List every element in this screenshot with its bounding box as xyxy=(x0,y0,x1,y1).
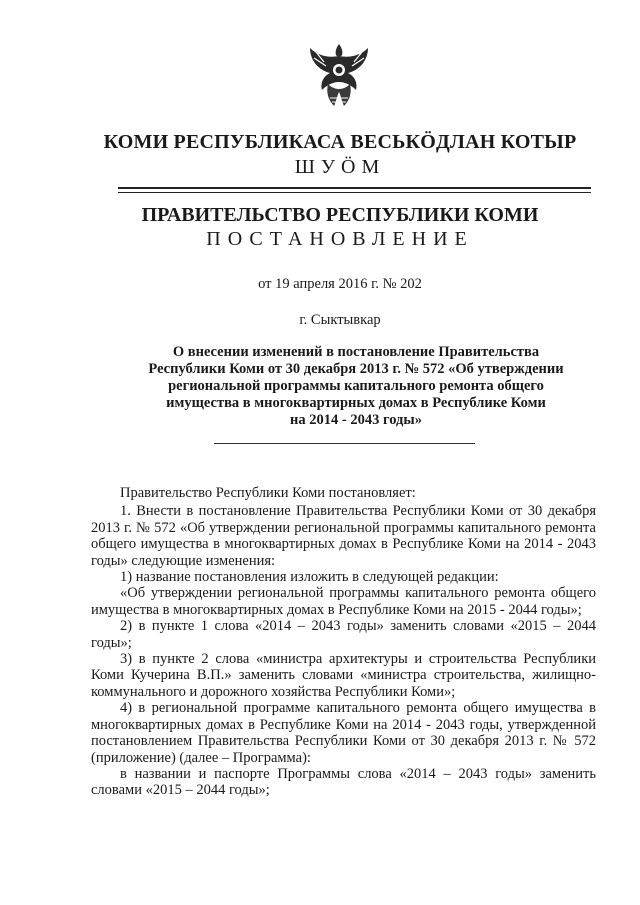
header-divider-thin xyxy=(118,192,591,193)
document-type: ПОСТАНОВЛЕНИЕ xyxy=(206,228,474,250)
body-paragraph: 1. Внести в постановление Правительства Республики Коми от 30 декабря 2013 г. № 572 «Об утверждении региональной программы капитального ремонта общего имущества в многоквартирных домах в Республике Коми на 2014 - 2043 годы» следующие изменения: xyxy=(91,503,596,569)
body-paragraph: в названии и паспорте Программы слова «2014 – 2043 годы» заменить словами «2015 – 2044 годы»; xyxy=(91,765,596,799)
document-subject xyxy=(130,344,582,429)
komi-coat-of-arms-emblem xyxy=(304,40,374,112)
body-paragraph: 1) название постановления изложить в следующей редакции: xyxy=(120,569,499,586)
document-city: г. Сыктывкар xyxy=(299,312,381,328)
body-paragraph: 2) в пункте 1 слова «2014 – 2043 годы» заменить словами «2015 – 2044 годы»; xyxy=(91,618,596,651)
komi-language-subtitle: ШУӦМ xyxy=(294,156,386,178)
subject-line: региональной программы капитального ремонта общего xyxy=(168,378,544,394)
subject-line: имущества в многоквартирных домах в Республике Коми xyxy=(166,395,546,411)
document-date-number: от 19 апреля 2016 г. № 202 xyxy=(258,276,422,292)
subject-line: на 2014 - 2043 годы» xyxy=(290,412,422,428)
subject-line: Республики Коми от 30 декабря 2013 г. № 572 «Об утверждении xyxy=(148,361,564,377)
komi-language-title: КОМИ РЕСПУБЛИКАСА ВЕСЬКӦДЛАН КОТЫР xyxy=(103,131,577,153)
document-body xyxy=(91,485,596,799)
subject-underline xyxy=(214,443,475,444)
subject-line: О внесении изменений в постановление Правительства xyxy=(172,344,540,360)
government-title: ПРАВИТЕЛЬСТВО РЕСПУБЛИКИ КОМИ xyxy=(141,204,539,226)
header-divider-thick xyxy=(118,187,591,189)
body-intro: Правительство Республики Коми постановляет: xyxy=(120,485,416,501)
body-paragraph: 4) в региональной программе капитального ремонта общего имущества в многоквартирных домах в Республике Коми на 2014 - 2043 годы, утвержденной постановлением Правительства Республики Коми от 30 декабря 2013 г. № 572 (приложение) (далее – Программа): xyxy=(91,700,596,766)
body-paragraph: «Об утверждении региональной программы капитального ремонта общего имущества в многоквартирных домах в Республике Коми на 2015 - 2044 годы»; xyxy=(91,585,596,618)
body-paragraph: 3) в пункте 2 слова «министра архитектуры и строительства Республики Коми Кучерина В.П.» заменить словами «министра строительства, жилищно-коммунального и дорожного хозяйства Республики Коми»; xyxy=(91,651,596,700)
